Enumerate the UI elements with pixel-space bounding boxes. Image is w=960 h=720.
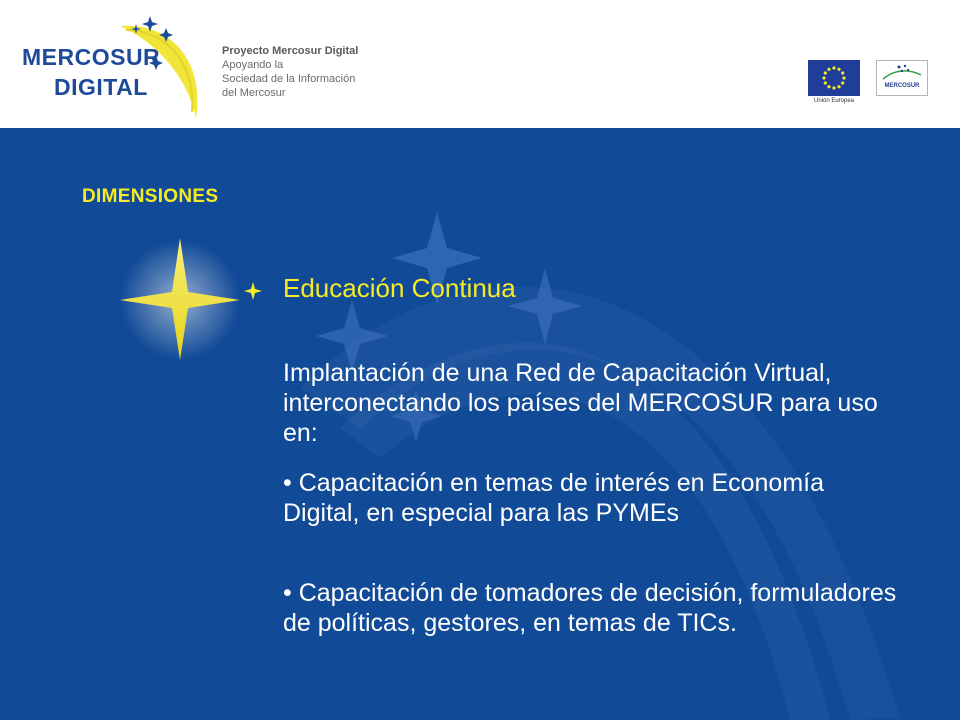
logo-line-1: MERCOSUR — [22, 44, 161, 70]
project-description — [222, 44, 422, 100]
project-line: Apoyando la — [222, 59, 284, 71]
project-title: Proyecto Mercosur Digital — [222, 45, 359, 57]
header — [0, 0, 960, 128]
body-paragraph: Implantación de una Red de Capacitación Virtual, interconectando los países del MERCOSUR para uso en: — [283, 359, 878, 447]
section-title: DIMENSIONES — [82, 186, 219, 207]
mercosur-emblem — [876, 60, 928, 96]
eu-caption: Unión Europea — [813, 98, 855, 104]
bullet-paragraph: • Capacitación de tomadores de decisión, formuladores de políticas, gestores, en temas de TICs. — [283, 579, 897, 637]
project-line: del Mercosur — [222, 87, 286, 99]
mercosur-digital-logo — [0, 0, 210, 128]
logo-line-2: DIGITAL — [54, 74, 148, 100]
four-point-star-bullet-icon — [244, 282, 262, 300]
project-line: Sociedad de la Información — [222, 73, 356, 85]
eu-flag-icon — [808, 60, 860, 96]
slide-heading: Educación Continua — [283, 273, 516, 303]
slide-body — [0, 128, 960, 720]
mercosur-caption: MERCOSUR — [884, 83, 920, 89]
bullet-paragraph: • Capacitación en temas de interés en Economía Digital, en especial para las PYMEs — [283, 469, 825, 527]
mercosur-stars-icon — [877, 61, 927, 83]
